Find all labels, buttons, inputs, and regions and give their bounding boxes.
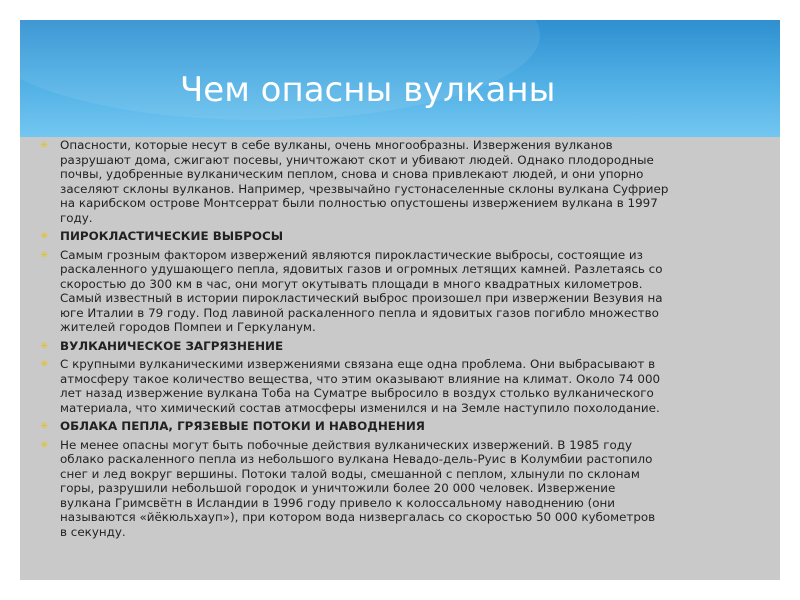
paragraph-item xyxy=(40,438,776,540)
text-line: Не менее опасны могут быть побочные действия вулканических извержений. В 1985 году xyxy=(60,437,633,452)
text-line: горы, разрушили небольшой городок и уничтожили более 20 000 человек. Извержение xyxy=(60,481,616,495)
text-line: облако раскаленного пепла из небольшого вулкана Невадо-дель-Руис в Колумбии растопило xyxy=(60,452,653,466)
text-line: Опасности, которые несут в себе вулканы, очень многообразны. Извержения вулканов xyxy=(60,138,613,152)
text-line: снег и лед вокруг вершины. Потоки талой воды, смешанной с пеплом, хлынули по склонам xyxy=(60,466,640,481)
bullet-asterisk-icon: ✳ xyxy=(40,140,49,151)
text-line: разрушают дома, сжигают посевы, уничтожают скот и убивают людей. Однако плодородные xyxy=(60,152,654,167)
text-line: юге Италии в 79 году. Под лавиной раскаленного пепла и ядовитых газов погибло множество xyxy=(60,305,659,320)
text-line: материала, что химический состав атмосферы изменился и на Земле наступило похолодание. xyxy=(60,400,660,415)
text-line: году. xyxy=(60,210,93,225)
text-line: Самый известный в истории пирокластический выброс произошел при извержении Везувия на xyxy=(60,291,663,305)
text-line: лет назад извержение вулкана Тоба на Суматре выбросило в воздух столько вулканического xyxy=(60,386,654,400)
bullet-asterisk-icon: ✳ xyxy=(40,231,49,242)
paragraph-item xyxy=(40,248,776,335)
bullet-asterisk-icon: ✳ xyxy=(40,340,49,352)
bullet-asterisk-icon: ✳ xyxy=(40,421,49,432)
slide-title: Чем опасны вулканы xyxy=(180,70,556,110)
text-line: на карибском острове Монтсеррат были полностью опустошены извержением вулкана в 1997 xyxy=(60,196,658,210)
bullet-list xyxy=(40,138,776,543)
text-line: атмосферу такое количество вещества, что этим оказывают влияние на климат. Около 74 000 xyxy=(60,371,661,386)
paragraph-item xyxy=(40,138,776,225)
title-banner xyxy=(20,20,780,137)
slide xyxy=(20,20,780,580)
text-line: ПИРОКЛАСТИЧЕСКИЕ ВЫБРОСЫ xyxy=(60,229,284,243)
bullet-asterisk-icon: ✳ xyxy=(40,249,49,261)
text-line: Самым грозным фактором извержений являются пирокластические выбросы, состоящие из xyxy=(60,247,643,262)
section-heading xyxy=(40,339,776,354)
text-line: в секунду. xyxy=(60,524,126,539)
text-line: жителей городов Помпеи и Геркуланум. xyxy=(60,320,316,334)
text-line: раскаленного удушающего пепла, ядовитых газов и огромных летящих камней. Разлетаясь со xyxy=(60,262,663,276)
text-line: скоростью до 300 км в час, они могут окутывать площади в много квадратных километров. xyxy=(60,276,643,291)
text-line: С крупными вулканическими извержениями связана еще одна проблема. Они выбрасывают в xyxy=(60,357,656,371)
section-heading xyxy=(40,419,776,434)
text-line: ВУЛКАНИЧЕСКОЕ ЗАГРЯЗНЕНИЕ xyxy=(60,338,284,353)
bullet-asterisk-icon: ✳ xyxy=(40,439,49,451)
section-heading xyxy=(40,229,776,244)
paragraph-item xyxy=(40,357,776,415)
text-line: почвы, удобренные вулканическим пеплом, снова и снова привлекают людей, и они упорно xyxy=(60,167,644,181)
text-line: вулкана Гримсвётн в Исландии в 1996 году привело к колоссальному наводнению (они xyxy=(60,495,616,510)
text-line: называются «йёкюльхауп»), при котором вода низвергалась со скоростью 50 000 кубометров xyxy=(60,510,656,524)
text-line: заселяют склоны вулканов. Например, чрезвычайно густонаселенные склоны вулкана Суфриер xyxy=(60,181,669,196)
bullet-asterisk-icon: ✳ xyxy=(40,359,49,370)
text-line: ОБЛАКА ПЕПЛА, ГРЯЗЕВЫЕ ПОТОКИ И НАВОДНЕНИЯ xyxy=(60,419,425,433)
